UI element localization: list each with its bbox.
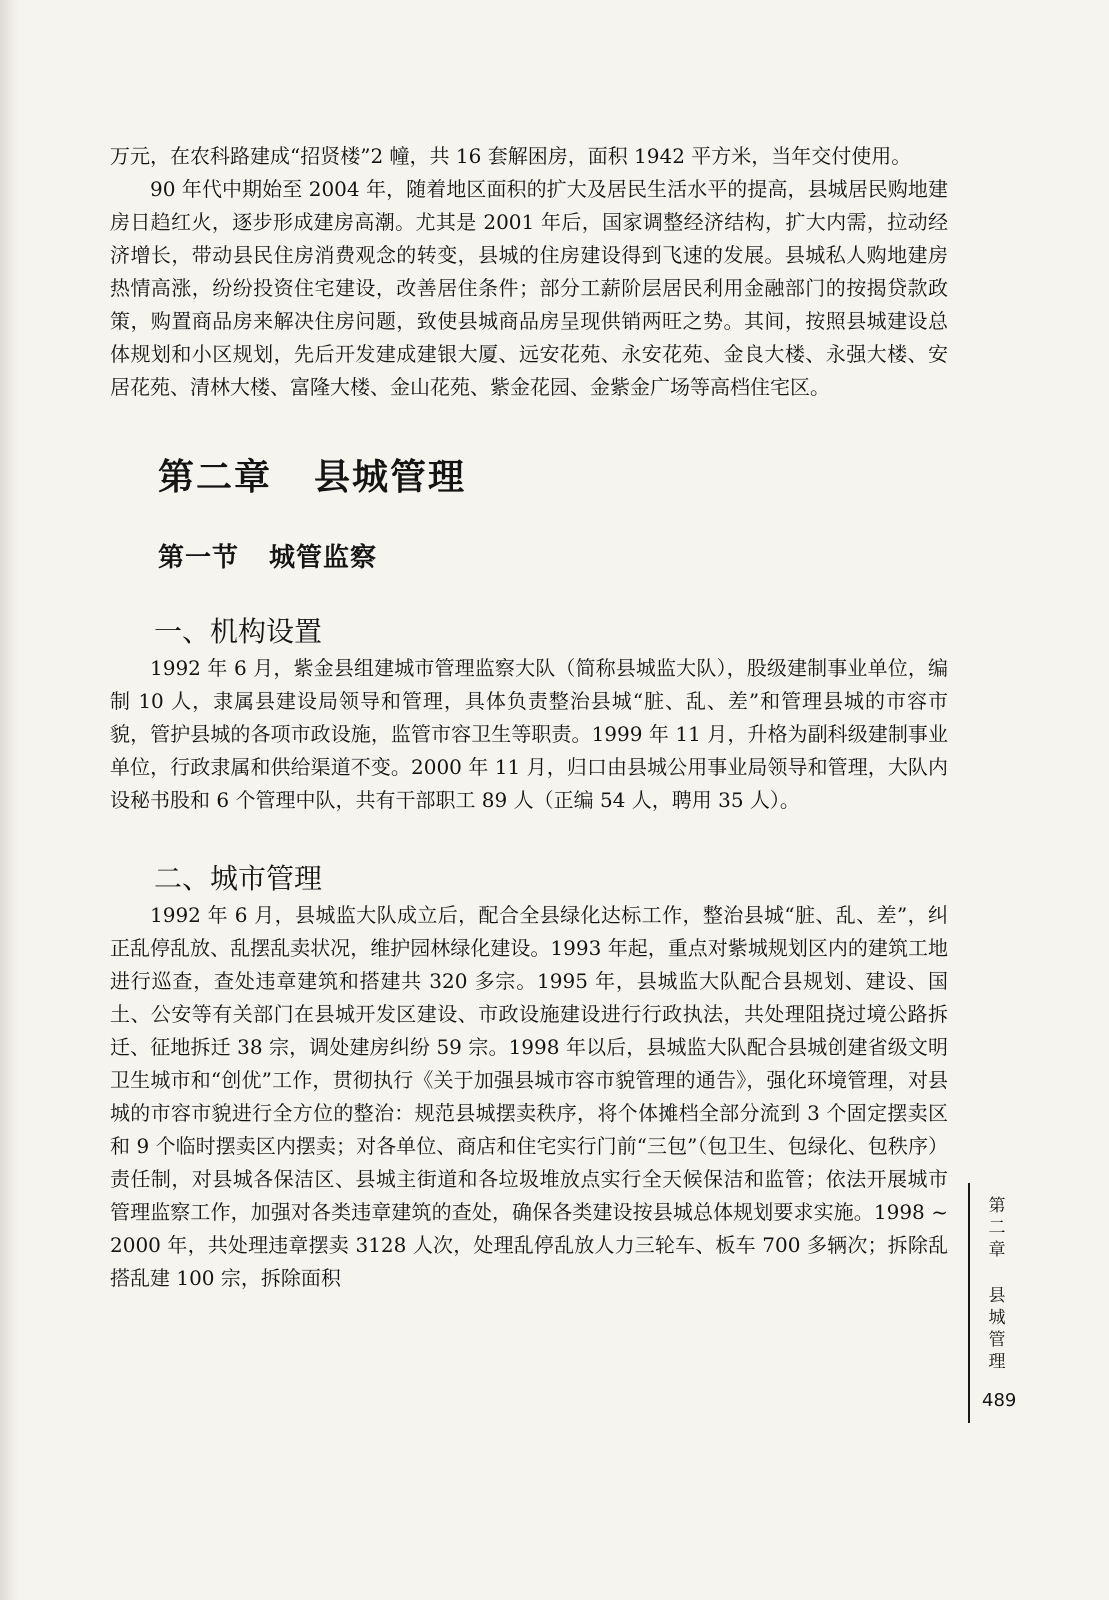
side-title-label: 县城管理 [988,1286,1006,1372]
paragraph-continued: 万元，在农科路建成“招贤楼”2 幢，共 16 套解困房，面积 1942 平方米，当年交付使用。 [110,144,912,168]
section-heading [158,538,948,578]
page-body [110,140,948,1295]
chapter-number: 第二章 [158,457,273,498]
paragraph-housing-boom: 90 年代中期始至 2004 年，随着地区面积的扩大及居民生活水平的提高，县城居民购地建房日趋红火，逐步形成建房高潮。尤其是 2001 年后，国家调整经济结构，扩大内需，拉动经济增长，带动县民住房消费观念的转变，县城的住房建设得到飞速的发展。县城私人购地建房热情高涨，纷纷投资住宅建设，改善居住条件；部分工薪阶层居民利用金融部门的按揭贷款政策，购置商品房来解决住房问题，致使县城商品房呈现供销两旺之势。其间，按照县城建设总体规划和小区规划，先后开发建成建银大厦、远安花苑、永安花苑、金良大楼、永强大楼、安居花苑、清林大楼、富隆大楼、金山花苑、紫金花园、金紫金广场等高档住宅区。 [110,177,948,399]
subheading-organization: 一、机构设置 [154,615,323,648]
section-title: 城管监察 [269,543,378,573]
side-chapter-label: 第二章 [988,1196,1006,1260]
side-chapter-tab [968,1183,1026,1423]
section-number: 第一节 [158,543,240,573]
chapter-heading [158,448,948,508]
paragraph-organization: 1992 年 6 月，紫金县组建城市管理监察大队（简称县城监大队），股级建制事业单位，编制 10 人，隶属县建设局领导和管理，具体负责整治县城“脏、乱、差”和管理县城的市容市貌，管护县城的各项市政设施，监管市容卫生等职责。1999 年 11 月，升格为副科级建制事业单位，行政隶属和供给渠道不变。2000 年 11 月，归口由县城公用事业局领导和管理，大队内设秘书股和 6 个管理中队，共有干部职工 89 人（正编 54 人，聘用 35 人）。 [110,656,948,812]
page-number: 489 [982,1390,1017,1411]
binding-shadow [0,0,18,1600]
side-tab-text [984,1195,1010,1373]
chapter-title: 县城管理 [314,457,467,498]
subheading-city-management: 二、城市管理 [154,862,323,895]
paragraph-city-management: 1992 年 6 月，县城监大队成立后，配合全县绿化达标工作，整治县城“脏、乱、差”，纠正乱停乱放、乱摆乱卖状况，维护园林绿化建设。1993 年起，重点对紫城规划区内的建筑工地进行巡查，查处违章建筑和搭建共 320 多宗。1995 年，县城监大队配合县规划、建设、国土、公安等有关部门在县城开发区建设、市政设施建设进行行政执法，共处理阻挠过境公路拆迁、征地拆迁 38 宗，调处建房纠纷 59 宗。1998 年以后，县城监大队配合县城创建省级文明卫生城市和“创优”工作，贯彻执行《关于加强县城市容市貌管理的通告》，强化环境管理，对县城的市容市貌进行全方位的整治：规范县城摆卖秩序，将个体摊档全部分流到 3 个固定摆卖区和 9 个临时摆卖区内摆卖；对各单位、商店和住宅实行门前“三包”（包卫生、包绿化、包秩序）责任制，对县城各保洁区、县城主街道和各垃圾堆放点实行全天候保洁和监管；依法开展城市管理监察工作，加强对各类违章建筑的查处，确保各类建设按县城总体规划要求实施。1998 ~ 2000 年，共处理违章摆卖 3128 人次，处理乱停乱放人力三轮车、板车 700 多辆次；拆除乱搭乱建 100 宗，拆除面积 [110,903,948,1290]
